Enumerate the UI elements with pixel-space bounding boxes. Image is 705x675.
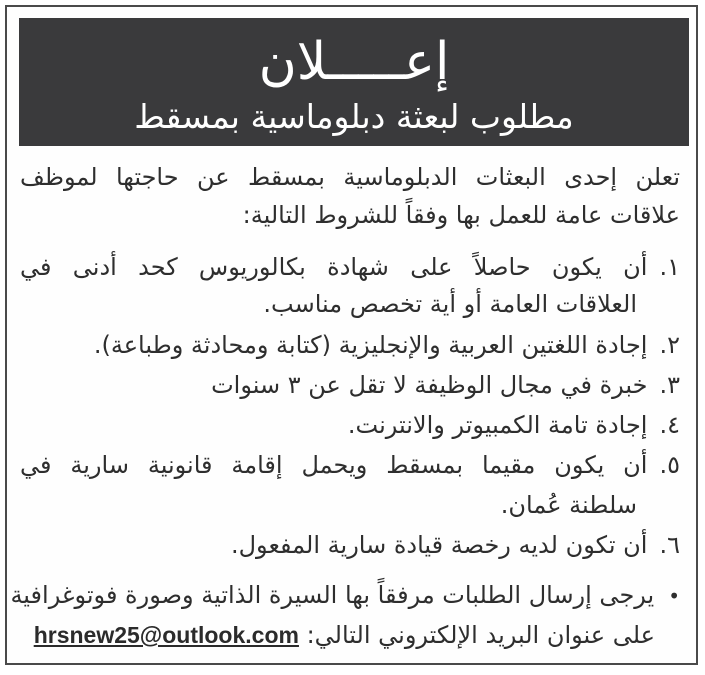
bullet-icon: • <box>668 584 680 608</box>
condition-item-5-continuation: سلطنة عُمان. <box>500 491 637 519</box>
email-line <box>34 618 655 652</box>
condition-item-1-continuation: العلاقات العامة أو أية تخصص مناسب. <box>263 290 637 318</box>
condition-text: إجادة اللغتين العربية والإنجليزية (كتابة ومحادثة وطباعة). <box>93 331 648 359</box>
condition-item-2 <box>94 328 680 362</box>
condition-number: ٤. <box>659 411 680 439</box>
condition-text: خبرة في مجال الوظيفة لا تقل عن ٣ سنوات <box>211 371 648 399</box>
email-link[interactable]: hrsnew25@outlook.com <box>33 622 299 648</box>
condition-number: ٥. <box>659 451 680 479</box>
condition-text: أن يكون حاصلاً على شهادة بكالوريوس كحد أدنى في <box>20 253 648 281</box>
intro-line-2: علاقات عامة للعمل بها وفقاً للشروط التالية: <box>242 201 680 229</box>
page-subtitle: مطلوب لبعثة دبلوماسية بمسقط <box>134 97 574 136</box>
condition-item-1 <box>20 250 680 284</box>
condition-text: أن يكون مقيما بمسقط ويحمل إقامة قانونية سارية في <box>20 451 648 479</box>
condition-number: ٦. <box>659 531 680 559</box>
condition-item-5 <box>20 448 680 482</box>
condition-number: ٣. <box>659 371 680 399</box>
condition-item-4 <box>348 408 680 442</box>
condition-item-3 <box>211 368 680 402</box>
application-text: يرجى إرسال الطلبات مرفقاً بها السيرة الذاتية وصورة فوتوغرافية <box>10 581 655 609</box>
header-banner <box>19 18 689 146</box>
condition-number: ١. <box>659 253 680 281</box>
intro-line-1: تعلن إحدى البعثات الدبلوماسية بمسقط عن حاجتها لموظف <box>20 163 680 191</box>
condition-text: أن تكون لديه رخصة قيادة سارية المفعول. <box>230 531 648 559</box>
condition-item-6 <box>231 528 680 562</box>
condition-text: إجادة تامة الكمبيوتر والانترنت. <box>347 411 648 439</box>
condition-number: ٢. <box>659 331 680 359</box>
page-title: إعـــــلان <box>258 32 450 92</box>
email-label: على عنوان البريد الإلكتروني التالي: <box>306 621 655 649</box>
application-instructions <box>10 578 680 613</box>
